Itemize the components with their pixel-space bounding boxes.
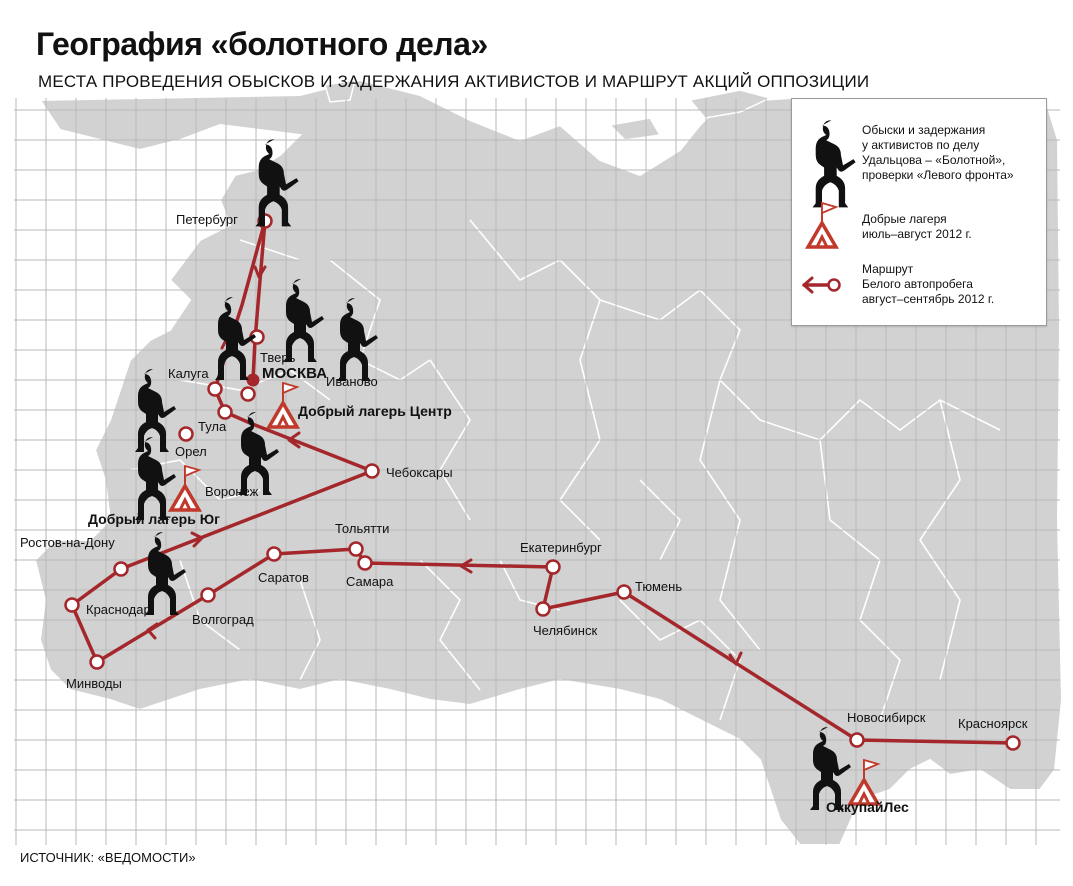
legend-line: Удальцова – «Болотной», [862,153,1006,167]
city-label-piter: Петербург [176,212,238,227]
legend-line: Маршрут [862,262,914,276]
map-title: География «болотного дела» [36,26,488,62]
tent-flag-icon [808,203,836,247]
legend-line: Белого автопробега [862,277,973,291]
city-label-minvody: Минводы [66,676,122,691]
city-label-krasnoyarsk: Красноярск [958,716,1028,731]
route-arrow-icon [804,278,840,292]
map-subtitle: МЕСТА ПРОВЕДЕНИЯ ОБЫСКОВ И ЗАДЕРЖАНИЯ АКТИВИСТОВ И МАРШРУТ АКЦИЙ ОППОЗИЦИИ [38,72,870,91]
city-label-ivanovo: Иваново [326,374,378,389]
city-label-tolyatti: Тольятти [335,521,390,536]
camp-label-center: Добрый лагерь Центр [298,403,452,419]
city-label-novosibirsk: Новосибирск [847,710,926,725]
legend-line: Обыски и задержания [862,123,986,137]
soldier-silhouette-icon [813,120,856,207]
city-label-saratov: Саратов [258,570,309,585]
legend-line: июль–август 2012 г. [862,227,972,241]
legend-route-text [862,262,994,307]
legend-line: Добрые лагеря [862,212,947,226]
city-label-samara: Самара [346,574,394,589]
city-label-orel: Орел [175,444,207,459]
legend-camps-text [862,212,972,242]
city-label-tula: Тула [198,419,227,434]
legend-searches-text [862,123,1014,183]
city-label-tver: Тверь [260,350,296,365]
city-label-kaluga: Калуга [168,366,209,381]
camp-label-occupy: ОккупайЛес [826,799,909,815]
city-label-volgograd: Волгоград [192,612,254,627]
legend [791,98,1047,326]
camp-label-south: Добрый лагерь Юг [88,511,220,527]
legend-line: проверки «Левого фронта» [862,168,1014,182]
city-label-voronezh: Воронеж [205,484,259,499]
legend-line: у активистов по делу [862,138,980,152]
city-label-rostov: Ростов-на-Дону [20,535,115,550]
city-label-cheboksary: Чебоксары [386,465,453,480]
city-label-chelyabinsk: Челябинск [533,623,598,638]
city-label-ekb: Екатеринбург [520,540,602,555]
source-note: ИСТОЧНИК: «ВЕДОМОСТИ» [20,850,196,865]
legend-line: август–сентябрь 2012 г. [862,292,995,306]
city-label-krasnodar: Краснодар [86,602,151,617]
city-label-moscow: МОСКВА [262,365,328,382]
city-label-tyumen: Тюмень [635,579,683,594]
